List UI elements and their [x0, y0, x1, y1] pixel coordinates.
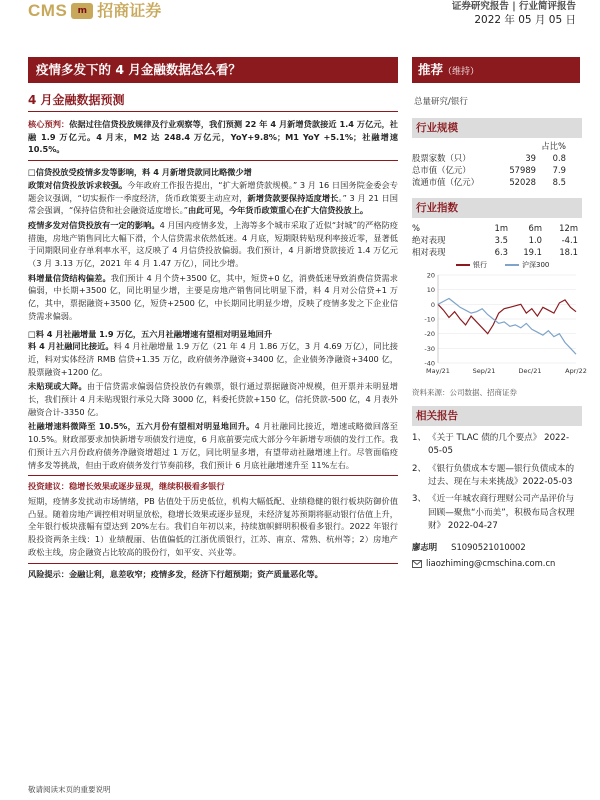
- scale-pct: 0.8: [552, 153, 566, 163]
- mail-icon: [412, 560, 422, 568]
- index-key: 绝对表现: [412, 235, 446, 245]
- scale-value: 52028: [509, 177, 536, 187]
- emphasis: 新增贷款要保持适度增长: [247, 192, 339, 203]
- index-chart: [412, 271, 587, 379]
- index-row: [412, 234, 582, 246]
- analyst-name: 廖志明: [412, 542, 438, 553]
- scale-row: [412, 152, 582, 164]
- legend-item: [505, 260, 549, 271]
- risk-text: 金融让利，息差收窄；疫情多发，经济下行超预期；资产质量恶化等。: [68, 568, 323, 579]
- main-content: [28, 118, 398, 582]
- page-footer: 敬请阅读末页的重要说明: [28, 785, 111, 794]
- y-tick-label: -20: [424, 330, 435, 339]
- text: 我们预计 4 月个贷+3500 亿，其中，短贷+0 亿，消费低迷导致消费信贷需求偏弱，中长期+3500 亿，同比明显少增，主要是房地产销售同比明显下滑，料 4 月对公信贷+1 万亿，其中，票据融资+3500 亿，短贷+2500 亿，中长期同比明显少增，反映了疫情多发之下企业信贷需求偏弱。: [28, 272, 398, 321]
- section-divider: [28, 475, 398, 476]
- y-tick-label: 20: [426, 271, 435, 280]
- related-text: 《银行负债成本专题—银行负债成本的过去、现在与未来挑战》2022-05-03: [428, 463, 575, 488]
- report-subtitle: 4 月金融数据预测: [28, 93, 125, 107]
- logo-text: CMS: [28, 0, 68, 20]
- lead: 未贴现或大降。: [28, 381, 87, 392]
- invest-label: 投资建议：稳增长效果或逐步显现，继续积极看多银行: [28, 481, 225, 492]
- legend-label: 银行: [473, 261, 487, 269]
- rating-tag: （维持）: [443, 67, 480, 77]
- index-key: 相对表现: [412, 247, 446, 257]
- scale-key: 流通市值（亿元）: [412, 177, 479, 187]
- y-tick-label: -40: [424, 359, 435, 368]
- related-num: 3、: [412, 494, 427, 505]
- industry-scale: [412, 118, 582, 188]
- related-report-item[interactable]: [412, 463, 582, 490]
- lead: 疫情多发对信贷投放有一定的影响。: [28, 219, 160, 230]
- series-line-沪深300: [438, 298, 576, 354]
- report-date: 2022 年 05 月 05 日: [474, 14, 576, 26]
- index-value: 18.1: [559, 247, 578, 257]
- y-tick-label: 0: [430, 300, 435, 309]
- y-tick-label: -10: [424, 315, 435, 324]
- risk-label: 风险提示：: [28, 568, 69, 579]
- index-row: [412, 246, 582, 258]
- scale-row: [412, 176, 582, 188]
- lead: 料 4 月社融同比接近。: [28, 341, 114, 352]
- rating-box: [412, 57, 580, 83]
- scale-col: 占比%: [541, 141, 566, 151]
- related-report-item[interactable]: [412, 432, 582, 459]
- core-text: 依据过往信贷投放规律及行业观察等，我们预测 22 年 4 月新增贷款接近 1.4 万亿元，社融 1.9 万亿元。4 月末，M2 达 248.4 万亿元，YoY+9.8%；M1 YoY +5.1%；社融增速 10.5%。: [28, 119, 398, 155]
- brand-logo: [28, 0, 161, 22]
- index-value: 6.3: [494, 247, 508, 257]
- subtitle-rule: [28, 111, 398, 112]
- scale-header-row: [412, 140, 582, 152]
- section-divider: [28, 563, 398, 564]
- invest-text: 短期，疫情多发扰动市场情绪，PB 估值处于历史低位，机构大幅低配、业绩稳健的银行板块防御价值凸显。随着房地产调控相对明显放松，稳增长效果或逐步显现，未经济复苏预期将驱动银行估值上升，全年银行板块涨幅有望达到 20%左右。我们自年初以来，持续旗帜鲜明积极看多银行。2022 年银行股投资两条主线：1）业绩靓丽、估值偏低的江浙优质银行，江苏、南京、常熟、杭州等；2）房地产政松主线，房企融资占比较高的股份行，如平安、兴业等。: [28, 495, 398, 557]
- related-text: 《关于 TLAC 债的几个要点》 2022-05-05: [428, 433, 570, 457]
- index-col: %: [412, 223, 420, 233]
- text: 今年政府工作报告提出，“扩大新增贷款规模。” 3 月 16 日国务院金委会专题会议强调，“切实振作一季度经济，货币政策要主动应对，: [28, 179, 398, 203]
- sector-label: 总量研究/银行: [414, 97, 468, 107]
- industry-index: [412, 198, 587, 570]
- index-col: 1m: [494, 223, 508, 233]
- section1-para1: [28, 179, 398, 217]
- analyst-email[interactable]: [412, 557, 582, 570]
- lead: 政策对信贷投放诉求较强。: [28, 179, 128, 190]
- core-label: 核心预判：: [28, 119, 70, 129]
- invest-advice: [28, 480, 398, 493]
- lead: 社融增速料微降至 10.5%，五六月份有望相对明显地回升。: [28, 421, 255, 432]
- scale-row: [412, 164, 582, 176]
- related-text: 《近一年城农商行理财公司产品评价与回顾—聚焦“小而美”，积极布局含权理财》 2022-04-27: [428, 494, 575, 532]
- legend-swatch: [505, 264, 519, 266]
- analyst-id: S1090521010002: [451, 542, 526, 553]
- index-col: 12m: [559, 223, 578, 233]
- text: 4 月国内疫情多发，上海等多个城市采取了近似“封城”的严格防疫措施，房地产销售同比大幅下滑，个人信贷需求依然低迷。4 月底，短期限转贴现利率接近零，显著低于同期限同业存单利率水平，这反映了 4 月信贷投放偏弱。我们预计，4 月新增贷款接近 1.4 万亿元（3 月 3.13 万亿，2021 年 4 月 1.47 万亿），同比少增。: [28, 219, 398, 269]
- y-tick-label: -30: [424, 344, 435, 353]
- text: 料 4 月社融增量 1.9 万亿（21 年 4 月 1.86 万亿，3 月 4.69 万亿），同比接近，料对实体经济 RMB 信贷+1.35 万亿，政府债务净融资+3400 亿，企业债务净融资+3400 亿，股票融资+1200 亿。: [28, 341, 398, 377]
- y-tick-label: 10: [426, 286, 435, 295]
- index-value: 19.1: [523, 247, 542, 257]
- logo-cn: 招商证券: [97, 0, 162, 20]
- index-value: -4.1: [561, 235, 578, 245]
- related-num: 1、: [412, 433, 427, 444]
- scale-pct: 7.9: [552, 165, 566, 175]
- index-value: 3.5: [494, 235, 508, 245]
- section1-para2: [28, 219, 398, 270]
- index-title: 行业指数: [412, 198, 582, 218]
- related-report-item[interactable]: [412, 493, 582, 533]
- related-reports: [412, 432, 582, 533]
- core-forecast: [28, 118, 398, 156]
- section-divider: [28, 160, 398, 161]
- section2-heading: □料 4 月社融增量 1.9 万亿，五六月社融增速有望相对明显地回升: [28, 328, 273, 339]
- emphasis: 由此可见，今年货币政策重心在扩大信贷投放上。: [187, 205, 369, 216]
- text: 。” 3 月 21 日国常会强调，“保持信贷和社会融资适度增长。”: [28, 192, 398, 216]
- legend-swatch: [456, 264, 470, 266]
- index-value: 1.0: [528, 235, 542, 245]
- analyst: [412, 541, 582, 554]
- report-type: 证券研究报告 | 行业简评报告: [451, 1, 576, 12]
- x-tick-label: Sep/21: [472, 366, 496, 375]
- scale-value: 39: [525, 153, 536, 163]
- x-tick-label: Dec/21: [518, 366, 542, 375]
- email-text: liaozhiming@cmschina.com.cn: [426, 558, 556, 569]
- section2-para1: [28, 340, 398, 378]
- index-header-row: [412, 222, 582, 234]
- text: 4 月社融同比接近，增速或略微回落至 10.5%。财政部要求加快新增专项债发行进度，6 月底前要完成大部分今年新增专项债的发行工作。我们预计五六月份政府债务净融资增超过 1 万亿，同比明显多增，有望带动社融增速上行。尽管面临疫情多发等挑战，但由于政府债务发行节奏前移，我们预计 6 月底社融增速升至 11%左右。: [28, 421, 398, 470]
- section2-para3: [28, 420, 398, 471]
- logo-mark-icon: m: [71, 3, 93, 19]
- section2-para2: [28, 380, 398, 418]
- scale-key: 总市值（亿元）: [412, 165, 471, 175]
- index-col: 6m: [528, 223, 542, 233]
- related-title: 相关报告: [412, 406, 582, 426]
- report-title: 疫情多发下的 4 月金融数据怎么看？: [28, 57, 398, 83]
- section1-para3: [28, 272, 398, 323]
- scale-pct: 8.5: [552, 177, 566, 187]
- report-header: [0, 0, 600, 28]
- series-line-银行: [438, 300, 576, 334]
- legend-label: 沪深300: [522, 261, 550, 269]
- rating: 推荐: [418, 62, 444, 77]
- scale-title: 行业规模: [412, 118, 582, 138]
- scale-key: 股票家数（只）: [412, 153, 471, 163]
- risk-note: [28, 568, 398, 581]
- x-tick-label: May/21: [426, 366, 450, 375]
- lead: 料增量信贷结构偏差。: [28, 272, 111, 283]
- chart-legend: [412, 260, 582, 271]
- section1-heading: □信贷投放受疫情多发等影响，料 4 月新增贷款同比略微少增: [28, 167, 252, 178]
- x-tick-label: Apr/22: [565, 366, 587, 375]
- text: 由于信贷需求偏弱信贷投放仍有赖票，银行通过票据融资冲规模，但开票并未明显增长，我们预计 4 月未贴现银行承兑大降 3000 亿，料委托贷款+150 亿，信托贷款-500 亿，4 月表外融资合计-3350 亿。: [28, 381, 398, 417]
- legend-item: [456, 260, 487, 271]
- related-num: 2、: [412, 463, 427, 474]
- scale-value: 57989: [509, 165, 536, 175]
- chart-source: 资料来源：公司数据、招商证券: [412, 387, 517, 397]
